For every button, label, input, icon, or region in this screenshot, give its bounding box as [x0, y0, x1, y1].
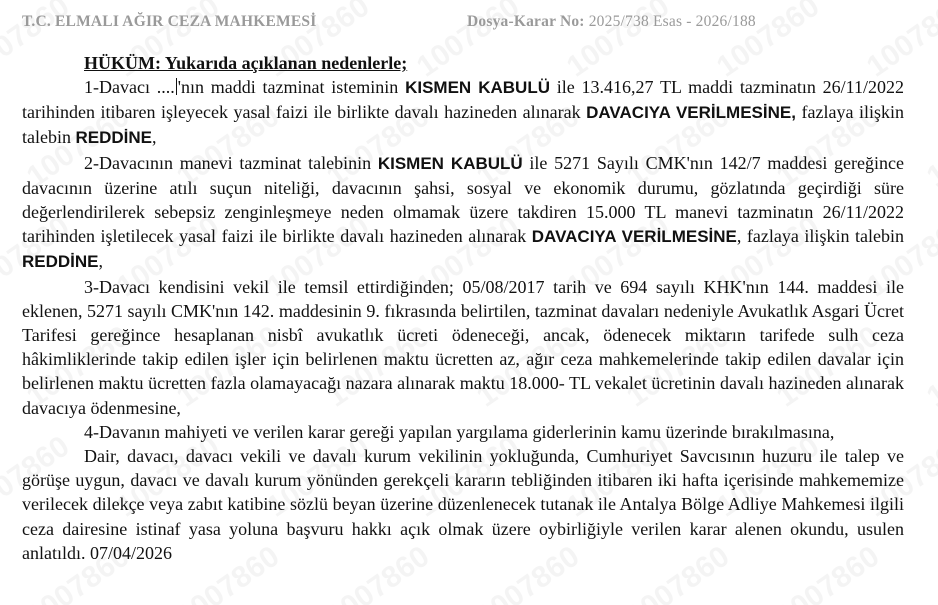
verdict-title: HÜKÜM: Yukarıda açıklanan nedenlerle;: [84, 53, 408, 73]
paragraph-2: [22, 151, 904, 275]
p2-text-c: ile 5271 Sayılı CMK'nın 142/7 maddesi gereğince davacının üzerine atılı suçun niteliği, davacının şahsi, sosyal ve ekonomik durumu, gözlatında geçirdiği süre değerlendirilerek sebepsiz zenginleşmeye neden olmamak üzere takdiren 15.000 TL manevi tazminatın 26/11/2022 tarihinden işletilecek yasal faizi ile birlikte davalı hazineden alınarak: [22, 152, 905, 247]
p1-text-f: fazlaya ilişkin talebin: [22, 102, 904, 148]
p2-text-g: ,: [98, 251, 104, 272]
watermark-text: [921, 100, 938, 195]
paragraph-5: Dair, davacı, davacı vekili ve davalı kurum vekilinin yokluğunda, Cumhuriyet Savcısının huzuru ile talep ve görüşe uygun, davacı ve davalı kurum yönünden gerekçeli kararın tebliğinden itibaren iki hafta içerisinde mahkememize verilecek dilekçe veya zabıt katibine sözlü beyan üzerine düzenlenecek tutanak ile Antalya Bölge Adliye Mahkemesi ilgili ceza dairesine istinaf yasa yoluna başvuru hakkı açık olmak üzere oybirliğiyle verilen karar alenen okundu, usulen anlatıldı. 07/04/2026: [22, 446, 904, 563]
paragraph-1: [22, 75, 904, 151]
document-header: [22, 13, 922, 31]
paragraph-4: 4-Davanın mahiyeti ve verilen karar gereği yapılan yargılama giderlerinin kamu üzerinde bırakılmasına,: [84, 421, 835, 442]
case-number-label: Dosya-Karar No:: [467, 13, 585, 30]
p2-davaciya-verilmesine: DAVACIYA VERİLMESİNE: [531, 227, 737, 247]
p1-text-h: ,: [152, 127, 157, 148]
court-name: T.C. ELMALI AĞIR CEZA MAHKEMESİ: [22, 13, 317, 30]
watermark-text: [921, 540, 938, 605]
case-number: [467, 13, 756, 31]
verdict-body: [22, 51, 904, 565]
p2-text-a: 2-Davacının manevi tazminat talebinin: [84, 152, 378, 173]
p1-davaciya-verilmesine: DAVACIYA VERİLMESİNE,: [586, 103, 796, 123]
p1-reddine: REDDİNE: [75, 128, 152, 148]
watermark-text: [921, 320, 938, 415]
paragraph-3: 3-Davacı kendisini vekil ile temsil ettirdiğinden; 05/08/2017 tarih ve 694 sayılı KHK'nın 144. maddesi ile eklenen, 5271 sayılı CMK'nın 142. maddesinin 9. fıkrasında belirtilen, tazminat davaları nedeniyle Avukatlık Asgari Ücret Tarifesi gereğince hesaplanan nisbî avukatlık ücreti ödeneceği, ancak, ödenecek miktarın tarifede sulh ceza hâkimliklerinde takip edilen işler için belirlenen maktu ücretten az, ağır ceza mahkemelerinde takip edilen davalar için belirlenen maktu ücretten fazla olamayacağı nazara alınarak maktu 18.000- TL vekalet ücretinin davalı hazineden alınarak davacıya ödenmesine,: [22, 276, 904, 418]
p2-kismen-kabulu: KISMEN KABULÜ: [377, 153, 523, 173]
p1-text-a: 1-Davacı ....: [84, 77, 175, 97]
p2-text-e: , fazlaya ilişkin talebin: [736, 226, 904, 247]
p1-text-b: 'nın maddi tazminat isteminin: [177, 77, 406, 97]
case-number-value: 2025/738 Esas - 2026/188: [584, 13, 756, 30]
p1-kismen-kabulu: KISMEN KABULÜ: [405, 78, 550, 97]
p2-reddine: REDDİNE: [22, 252, 99, 272]
p1-text-d: ile 13.416,27 TL maddi tazminatın 26/11/2022 tarihinden itibaren işleyecek yasal faizi ile birlikte davalı hazineden alınarak: [22, 77, 904, 123]
text-cursor: [176, 78, 177, 95]
